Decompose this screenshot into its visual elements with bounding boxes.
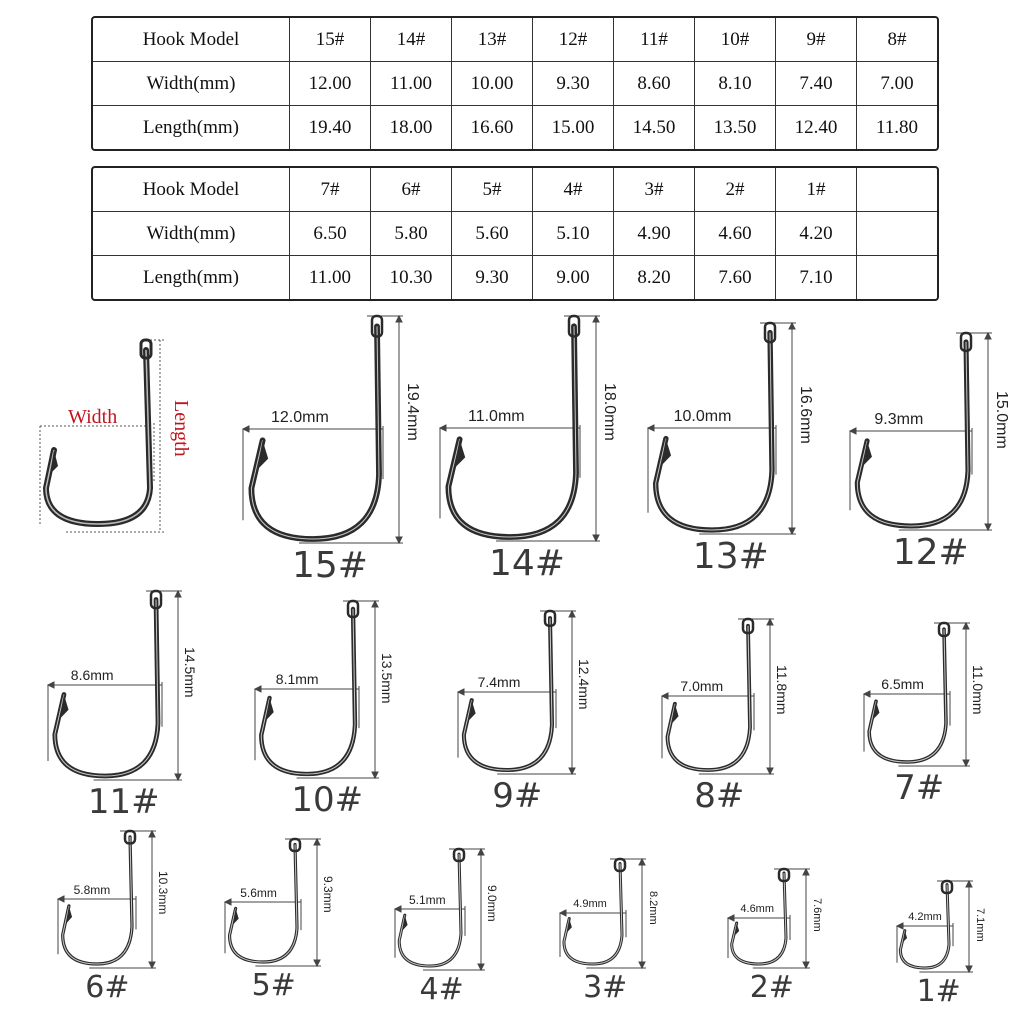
length-dimension-label: 11.0mm — [970, 665, 986, 715]
row-header: Length(mm) — [93, 106, 290, 149]
fishhook-icon — [58, 830, 166, 972]
hook-figure-15 — [243, 315, 421, 593]
hook-model-label: 15# — [292, 545, 368, 586]
table-cell: 15# — [290, 18, 371, 62]
spec-table-15-to-8 — [91, 16, 939, 151]
fishhook-icon — [648, 322, 806, 538]
fishhook-icon — [850, 332, 1002, 534]
table-cell: 9.30 — [452, 256, 533, 299]
legend-length-label: Length — [170, 400, 192, 457]
row-header: Width(mm) — [93, 62, 290, 106]
width-dimension-label: 11.0mm — [468, 408, 525, 425]
length-dimension-label: 8.2mm — [647, 891, 659, 925]
table-cell: 7.00 — [857, 62, 937, 106]
table-cell: 6.50 — [290, 212, 371, 256]
table-cell: 7.40 — [776, 62, 857, 106]
hook-model-label: 1# — [916, 974, 961, 1009]
hook-model-label: 9# — [492, 776, 543, 816]
hook-model-label: 13# — [692, 536, 769, 577]
fishhook-icon — [560, 858, 656, 972]
hook-model-label: 7# — [894, 768, 945, 808]
hook-model-label: 8# — [694, 776, 745, 816]
table-cell: 16.60 — [452, 106, 533, 149]
table-cell-empty — [857, 168, 937, 212]
table-cell-empty — [857, 212, 937, 256]
table-cell: 4.90 — [614, 212, 695, 256]
table-cell: 8.60 — [614, 62, 695, 106]
table-cell: 13# — [452, 18, 533, 62]
width-dimension-label: 7.0mm — [680, 678, 724, 694]
table-cell: 9.00 — [533, 256, 614, 299]
table-row-model — [93, 168, 937, 212]
table-cell: 12# — [533, 18, 614, 62]
table-cell: 5.10 — [533, 212, 614, 256]
length-dimension-label: 13.5mm — [379, 653, 395, 704]
table-cell: 6# — [371, 168, 452, 212]
hook-figure-6 — [58, 830, 170, 1018]
table-cell: 11.80 — [875, 116, 919, 138]
width-dimension-label: 5.1mm — [409, 893, 446, 907]
table-cell-empty — [857, 256, 937, 299]
table-cell: 7.10 — [776, 256, 857, 299]
width-dimension-label: 8.6mm — [70, 667, 114, 683]
hook-figure-14 — [440, 315, 618, 591]
length-dimension-label: 15.0mm — [993, 391, 1010, 450]
table-cell: 14# — [371, 18, 452, 62]
table-cell: 10.30 — [371, 256, 452, 299]
width-dimension-label: 8.1mm — [275, 671, 319, 687]
length-dimension-label: 12.4mm — [576, 659, 592, 710]
table-cell: 7# — [290, 168, 371, 212]
width-dimension-label: 4.6mm — [740, 903, 775, 915]
fishhook-icon — [728, 868, 820, 972]
table-cell: 8.10 — [695, 62, 776, 106]
fishhook-icon — [662, 618, 784, 778]
width-dimension-label: 7.4mm — [477, 674, 521, 690]
table-cell: 11.00 — [371, 62, 452, 106]
legend-hook-diagram — [38, 338, 168, 533]
length-dimension-label: 7.6mm — [811, 898, 823, 932]
table-cell: 4.60 — [695, 212, 776, 256]
hook-model-label: 3# — [583, 970, 628, 1005]
length-dimension-label: 7.1mm — [974, 907, 986, 942]
hook-figure-8 — [662, 618, 790, 824]
hook-figure-3 — [560, 858, 659, 1018]
table-cell: 13.50 — [695, 106, 776, 149]
hook-model-label: 4# — [419, 972, 464, 1007]
hook-model-label: 12# — [892, 532, 969, 573]
table-cell: 11# — [614, 18, 695, 62]
table-cell: 19.40 — [290, 106, 371, 149]
hook-figure-2 — [728, 868, 823, 1018]
table-cell: 12.40 — [776, 106, 857, 149]
table-cell: 7.60 — [695, 256, 776, 299]
hook-figure-4 — [395, 848, 499, 1020]
fishhook-icon — [48, 590, 192, 784]
table-cell: 5# — [452, 168, 533, 212]
fishhook-icon — [243, 315, 413, 547]
table-cell: 8# — [857, 18, 937, 62]
hook-model-label: 5# — [251, 968, 296, 1003]
fishhook-icon — [395, 848, 495, 974]
row-header: Hook Model — [93, 18, 290, 62]
width-dimension-label: 5.8mm — [73, 883, 111, 897]
table-cell: 14.50 — [614, 106, 695, 149]
hook-figure-11 — [48, 590, 198, 830]
fishhook-icon — [864, 622, 980, 770]
hook-figure-7 — [864, 622, 986, 816]
hook-model-label: 14# — [489, 543, 565, 584]
width-dimension-label: 9.3mm — [874, 411, 924, 428]
hook-figure-12 — [850, 332, 1010, 580]
hook-model-label: 11# — [87, 782, 160, 822]
table-cell: 9.30 — [533, 62, 614, 106]
hook-model-label: 10# — [291, 780, 364, 820]
row-header: Hook Model — [93, 168, 290, 212]
length-dimension-label: 14.5mm — [182, 647, 198, 698]
table-cell: 5.60 — [452, 212, 533, 256]
table-cell: 4.20 — [776, 212, 857, 256]
fishhook-icon — [225, 838, 331, 970]
table-row-width — [93, 62, 937, 106]
table-cell: 3# — [614, 168, 695, 212]
hook-figure-1 — [897, 880, 986, 1022]
table-cell: 10.00 — [452, 62, 533, 106]
hook-model-label: 6# — [85, 970, 130, 1005]
table-cell: 1# — [776, 168, 857, 212]
table-cell: 11.00 — [290, 256, 371, 299]
width-dimension-label: 6.5mm — [881, 676, 924, 692]
table-cell: 12.00 — [290, 62, 371, 106]
hook-figure-13 — [648, 322, 814, 584]
fishhook-icon — [440, 315, 610, 545]
hook-figure-9 — [458, 610, 592, 824]
table-cell: 8.20 — [614, 256, 695, 299]
hook-figure-10 — [255, 600, 395, 828]
fishhook-icon — [458, 610, 586, 778]
table-row-width — [93, 212, 937, 256]
width-dimension-label: 5.6mm — [240, 886, 277, 900]
table-row-length — [93, 106, 937, 149]
table-cell: 4# — [533, 168, 614, 212]
fishhook-icon — [897, 880, 983, 976]
table-cell: 15.00 — [533, 106, 614, 149]
table-row-model — [93, 18, 937, 62]
table-cell: 5.80 — [371, 212, 452, 256]
length-dimension-label: 9.3mm — [321, 876, 335, 914]
length-dimension-label: 9.0mm — [485, 884, 499, 922]
width-dimension-label: 12.0mm — [271, 409, 329, 426]
spec-table-7-to-1 — [91, 166, 939, 301]
width-dimension-label: 4.2mm — [908, 911, 942, 923]
table-cell: 18.00 — [371, 106, 452, 149]
hook-figure-5 — [225, 838, 335, 1016]
table-cell: 9# — [776, 18, 857, 62]
table-row-length — [93, 256, 937, 299]
legend-width-label: Width — [68, 406, 118, 428]
row-header: Width(mm) — [93, 212, 290, 256]
table-cell: 10# — [695, 18, 776, 62]
width-dimension-label: 10.0mm — [673, 408, 732, 425]
length-dimension-label: 10.3mm — [156, 871, 170, 915]
length-dimension-label: 19.4mm — [404, 383, 421, 442]
width-dimension-label: 4.9mm — [573, 898, 607, 910]
row-header: Length(mm) — [93, 256, 290, 299]
length-dimension-label: 11.8mm — [774, 664, 790, 715]
hook-model-label: 2# — [749, 970, 794, 1005]
length-dimension-label: 18.0mm — [601, 382, 618, 441]
table-cell: 2# — [695, 168, 776, 212]
fishhook-icon — [38, 338, 168, 533]
fishhook-icon — [255, 600, 389, 782]
length-dimension-label: 16.6mm — [797, 385, 814, 444]
